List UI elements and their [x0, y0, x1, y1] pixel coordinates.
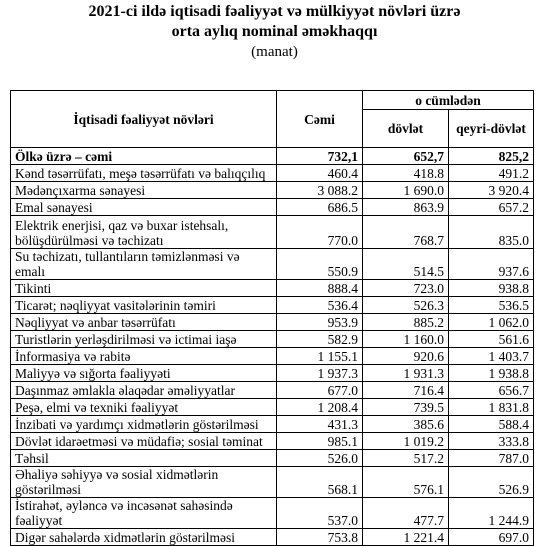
table-row: [11, 348, 534, 365]
table-row: [11, 314, 534, 331]
row-total: 582.9: [277, 331, 363, 348]
table-unit: (manat): [251, 44, 298, 60]
row-state: 385.6: [363, 416, 449, 433]
row-state: 418.8: [363, 165, 449, 182]
table-row: [11, 498, 534, 529]
table-row: [11, 433, 534, 450]
row-label: Nəqliyyat və anbar təsərrüfatı: [11, 314, 277, 331]
header-total: Cəmi: [277, 91, 363, 148]
row-state: 576.1: [363, 467, 449, 498]
row-nonstate: 835.0: [449, 216, 534, 249]
row-state: 514.5: [363, 249, 449, 280]
row-label: Ölkə üzrə – cəmi: [11, 148, 277, 165]
row-state: 723.0: [363, 280, 449, 297]
row-nonstate: 3 920.4: [449, 182, 534, 199]
row-state: 1 160.0: [363, 331, 449, 348]
row-label: Peşə, elmi və texniki fəaliyyət: [11, 399, 277, 416]
row-state: 652,7: [363, 148, 449, 165]
header-nonstate: qeyri-dövlət: [449, 110, 534, 148]
row-state: 768.7: [363, 216, 449, 249]
row-total: 536.4: [277, 297, 363, 314]
row-nonstate: 937.6: [449, 249, 534, 280]
row-state: 1 221.4: [363, 529, 449, 546]
row-nonstate: 825,2: [449, 148, 534, 165]
row-label: Elektrik enerjisi, qaz və buxar istehsalı, bölüşdürülməsi və təchizatı: [11, 216, 277, 249]
table-title-line2: orta aylıq nominal əməkhaqqı: [171, 23, 378, 40]
row-total: 1 937.3: [277, 365, 363, 382]
row-nonstate: 1 062.0: [449, 314, 534, 331]
row-nonstate: 1 831.8: [449, 399, 534, 416]
row-state: 739.5: [363, 399, 449, 416]
row-nonstate: 1 938.8: [449, 365, 534, 382]
table-row: [11, 148, 534, 165]
row-nonstate: 1 244.9: [449, 498, 534, 529]
table-row: [11, 450, 534, 467]
table-row: [11, 297, 534, 314]
row-state: 1 690.0: [363, 182, 449, 199]
row-total: 1 155.1: [277, 348, 363, 365]
row-total: 770.0: [277, 216, 363, 249]
row-label: Kənd təsərrüfatı, meşə təsərrüfatı və balıqçılıq: [11, 165, 277, 182]
header-group: o cümlədən: [363, 91, 534, 110]
row-label: Ticarət; nəqliyyat vasitələrinin təmiri: [11, 297, 277, 314]
table-row: [11, 216, 534, 249]
table-body: [11, 148, 534, 546]
row-total: 526.0: [277, 450, 363, 467]
row-total: 1 208.4: [277, 399, 363, 416]
table-row: [11, 365, 534, 382]
row-label: Daşınmaz əmlakla əlaqədar əməliyyatlar: [11, 382, 277, 399]
row-nonstate: 588.4: [449, 416, 534, 433]
row-total: 888.4: [277, 280, 363, 297]
row-state: 1 019.2: [363, 433, 449, 450]
table-row: [11, 182, 534, 199]
row-nonstate: 561.6: [449, 331, 534, 348]
table-row: [11, 399, 534, 416]
row-label: İnformasiya və rabitə: [11, 348, 277, 365]
row-state: 477.7: [363, 498, 449, 529]
row-nonstate: 657.2: [449, 199, 534, 216]
row-label: Təhsil: [11, 450, 277, 467]
row-state: 885.2: [363, 314, 449, 331]
row-total: 677.0: [277, 382, 363, 399]
header-state: dövlət: [363, 110, 449, 148]
wage-table: [10, 90, 534, 546]
table-row: [11, 280, 534, 297]
row-total: 985.1: [277, 433, 363, 450]
row-nonstate: 938.8: [449, 280, 534, 297]
row-state: 1 931.3: [363, 365, 449, 382]
row-nonstate: 656.7: [449, 382, 534, 399]
header-activity: İqtisadi fəaliyyət növləri: [11, 91, 277, 148]
row-label: Su təchizatı, tullantıların təmizlənməsi və emalı: [11, 249, 277, 280]
row-state: 920.6: [363, 348, 449, 365]
table-row: [11, 165, 534, 182]
row-label: Turistlərin yerləşdirilməsi və ictimai iaşə: [11, 331, 277, 348]
table-row: [11, 382, 534, 399]
row-total: 460.4: [277, 165, 363, 182]
row-nonstate: 491.2: [449, 165, 534, 182]
row-label: İnzibati və yardımçı xidmətlərin göstərilməsi: [11, 416, 277, 433]
row-total: 953.9: [277, 314, 363, 331]
row-nonstate: 536.5: [449, 297, 534, 314]
table-row: [11, 331, 534, 348]
row-label: Mədənçıxarma sənayesi: [11, 182, 277, 199]
row-total: 537.0: [277, 498, 363, 529]
table-row: [11, 416, 534, 433]
row-state: 517.2: [363, 450, 449, 467]
row-total: 3 088.2: [277, 182, 363, 199]
table-row: [11, 249, 534, 280]
row-state: 526.3: [363, 297, 449, 314]
row-label: Digər sahələrdə xidmətlərin göstərilməsi: [11, 529, 277, 546]
table-row: [11, 467, 534, 498]
row-label: Əhaliyə səhiyyə və sosial xidmətlərin göstərilməsi: [11, 467, 277, 498]
row-nonstate: 697.0: [449, 529, 534, 546]
row-label: Maliyyə və sığorta fəaliyyəti: [11, 365, 277, 382]
row-label: Emal sənayesi: [11, 199, 277, 216]
table-row: [11, 199, 534, 216]
row-total: 550.9: [277, 249, 363, 280]
row-total: 431.3: [277, 416, 363, 433]
row-nonstate: 333.8: [449, 433, 534, 450]
row-nonstate: 1 403.7: [449, 348, 534, 365]
row-label: İstirahət, əyləncə və incəsənət sahəsində fəaliyyət: [11, 498, 277, 529]
row-total: 753.8: [277, 529, 363, 546]
row-label: Dövlət idarəetməsi və müdafiə; sosial təminat: [11, 433, 277, 450]
row-state: 716.4: [363, 382, 449, 399]
row-total: 686.5: [277, 199, 363, 216]
row-total: 568.1: [277, 467, 363, 498]
row-label: Tikinti: [11, 280, 277, 297]
row-total: 732,1: [277, 148, 363, 165]
row-nonstate: 526.9: [449, 467, 534, 498]
row-nonstate: 787.0: [449, 450, 534, 467]
table-title-line1: 2021-ci ildə iqtisadi fəaliyyət və mülkiyyət növləri üzrə: [88, 3, 461, 20]
row-state: 863.9: [363, 199, 449, 216]
